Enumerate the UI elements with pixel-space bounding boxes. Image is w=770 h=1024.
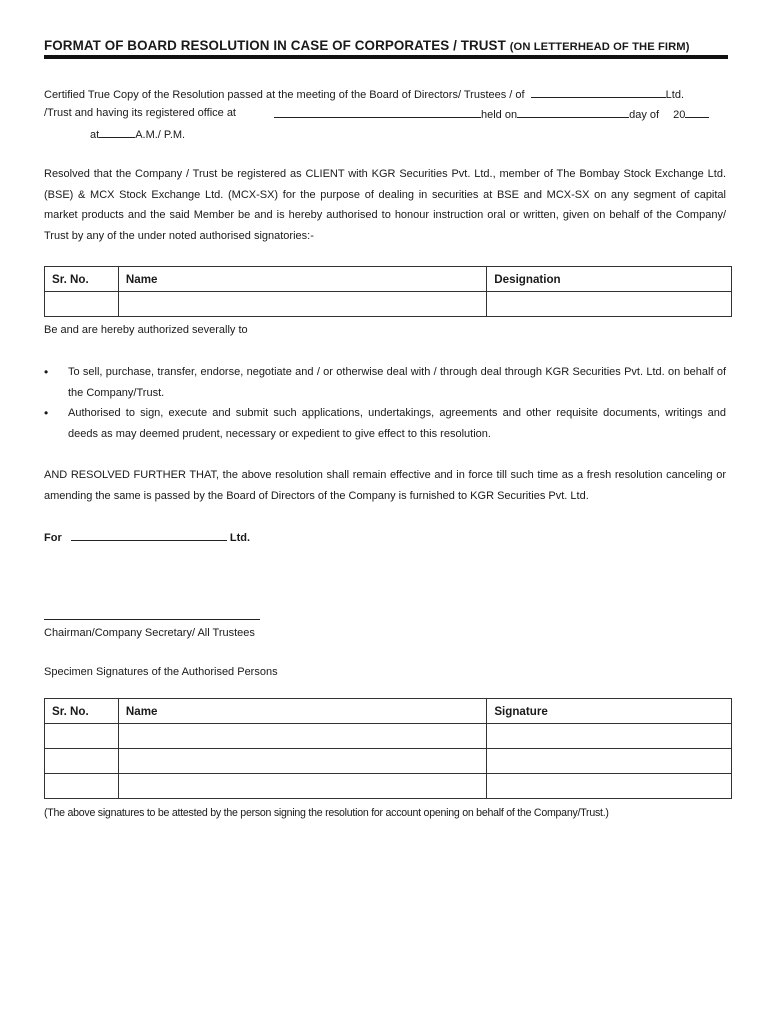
list-item xyxy=(44,362,726,404)
for-company-field[interactable] xyxy=(71,529,227,541)
title-sub: (ON LETTERHEAD OF THE FIRM) xyxy=(509,41,690,53)
table-row xyxy=(45,749,732,774)
bullet-text: To sell, purchase, transfer, endorse, negotiate and / or otherwise deal with / through deal through KGR Securities Pvt. Ltd. on behalf of the Company/Trust. xyxy=(68,366,726,399)
header-sr-no: Sr. No. xyxy=(45,699,119,724)
held-on-label: held on xyxy=(481,109,518,121)
title-rule xyxy=(44,55,728,59)
table-row xyxy=(45,724,732,749)
at-label: at xyxy=(90,129,100,141)
cell-sr-no[interactable] xyxy=(45,292,119,317)
for-ltd-label: Ltd. xyxy=(229,532,251,544)
cell-name[interactable] xyxy=(118,724,486,749)
header-sr-no: Sr. No. xyxy=(45,267,119,292)
day-of-label: day of xyxy=(629,109,660,121)
table-row xyxy=(45,774,732,799)
table-header-row xyxy=(45,267,732,292)
cell-name[interactable] xyxy=(118,774,486,799)
certified-line-2b xyxy=(274,106,709,122)
registered-office-field[interactable] xyxy=(274,106,481,118)
resolved-paragraph: Resolved that the Company / Trust be registered as CLIENT with KGR Securities Pvt. Ltd., member of The Bombay Stock Exchange Ltd. (BSE) & MCX Stock Exchange Ltd. (MCX-SX) for the purpose of dealing in securities at BSE and MCX-SX on any segment of capital market products and the said Member be and is hereby authorised to honour instruction oral or written, given on behalf of the Company/ Trust by any of the under noted authorised signatories:- xyxy=(44,168,726,242)
header-designation: Designation xyxy=(487,267,732,292)
cell-signature[interactable] xyxy=(487,774,732,799)
specimen-table xyxy=(44,698,732,799)
ampm-label: A.M./ P.M. xyxy=(135,129,186,141)
specimen-title: Specimen Signatures of the Authorised Persons xyxy=(44,666,278,678)
certified-line-3 xyxy=(90,126,185,142)
signature-line[interactable] xyxy=(44,619,260,620)
table-row xyxy=(45,292,732,317)
cell-sr-no[interactable] xyxy=(45,749,119,774)
authorized-intro: Be and are hereby authorized severally to xyxy=(44,324,248,336)
held-on-field[interactable] xyxy=(517,106,629,118)
certified-line-1 xyxy=(44,86,684,102)
company-name-field[interactable] xyxy=(531,86,666,98)
for-label: For xyxy=(44,532,62,544)
certified-text: Certified True Copy of the Resolution passed at the meeting of the Board of Directors/ Trustees / of xyxy=(44,89,525,101)
year-prefix: 20 xyxy=(673,109,686,121)
bullet-icon: • xyxy=(44,365,49,379)
title-main: FORMAT OF BOARD RESOLUTION IN CASE OF CORPORATES / TRUST xyxy=(44,38,506,53)
cell-sr-no[interactable] xyxy=(45,724,119,749)
for-line xyxy=(44,529,250,545)
cell-name[interactable] xyxy=(118,292,486,317)
bullet-icon: • xyxy=(44,406,49,420)
header-signature: Signature xyxy=(487,699,732,724)
chairman-label: Chairman/Company Secretary/ All Trustees xyxy=(44,627,255,639)
registered-office-label: /Trust and having its registered office at xyxy=(44,107,236,119)
cell-sr-no[interactable] xyxy=(45,774,119,799)
bullet-text: Authorised to sign, execute and submit such applications, undertakings, agreements and other requisite documents, writings and deeds as may deemed prudent, necessary or expedient to give effect to this resolution. xyxy=(68,407,726,440)
signatories-table xyxy=(44,266,732,317)
cell-designation[interactable] xyxy=(487,292,732,317)
page-title xyxy=(44,38,728,53)
cell-signature[interactable] xyxy=(487,749,732,774)
certified-line-2 xyxy=(44,106,236,120)
resolved-further-paragraph: AND RESOLVED FURTHER THAT, the above resolution shall remain effective and in force till such time as a fresh resolution canceling or amending the same is passed by the Board of Directors of the Company is furnished to KGR Securities Pvt. Ltd. xyxy=(44,469,726,502)
certified-ltd: Ltd. xyxy=(665,89,685,101)
time-field[interactable] xyxy=(99,126,135,138)
attest-note: (The above signatures to be attested by the person signing the resolution for account opening on behalf of the Company/Trust.) xyxy=(44,807,609,819)
list-item xyxy=(44,403,726,445)
table-header-row xyxy=(45,699,732,724)
header-name: Name xyxy=(118,699,486,724)
header-name: Name xyxy=(118,267,486,292)
cell-signature[interactable] xyxy=(487,724,732,749)
cell-name[interactable] xyxy=(118,749,486,774)
year-field[interactable] xyxy=(685,106,709,118)
